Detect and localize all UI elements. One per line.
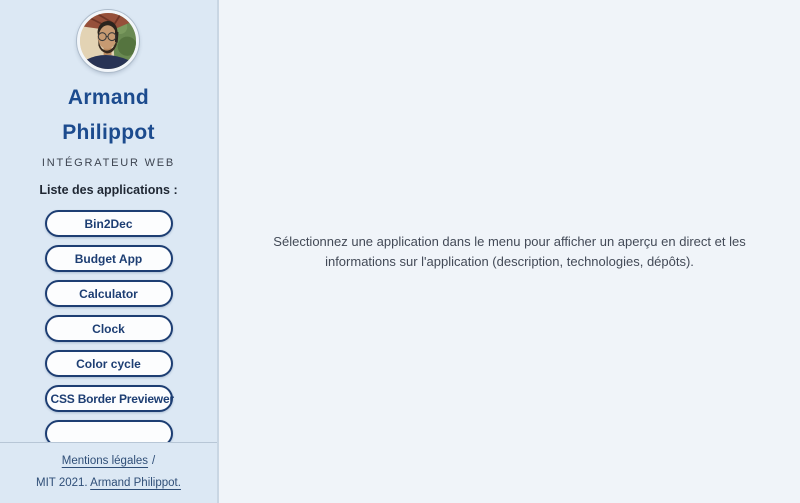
sidebar-footer xyxy=(0,442,217,503)
apps-list xyxy=(45,210,173,442)
apps-list-label: Liste des applications : xyxy=(39,183,178,197)
branding xyxy=(42,0,175,169)
list-item xyxy=(45,245,173,272)
license-line xyxy=(0,472,217,494)
apps-nav xyxy=(0,183,217,442)
author-link[interactable]: Armand Philippot. xyxy=(90,477,181,489)
site-title xyxy=(42,80,175,150)
main-area xyxy=(219,0,800,503)
job-title: INTÉGRATEUR WEB xyxy=(41,157,176,169)
list-item xyxy=(45,280,173,307)
sidebar xyxy=(0,0,219,503)
list-item xyxy=(45,420,173,442)
avatar-portrait-icon xyxy=(80,13,136,69)
legal-line xyxy=(0,450,217,472)
last-name: Philippot xyxy=(62,121,155,144)
app-button-color-cycle[interactable]: Color cycle xyxy=(45,350,173,377)
list-item xyxy=(45,210,173,237)
app-button-partial[interactable] xyxy=(45,420,173,442)
app-button-css-border-previewer[interactable]: CSS Border Previewer xyxy=(45,385,173,412)
avatar xyxy=(77,10,139,72)
empty-state-message: Sélectionnez une application dans le menu pour afficher un aperçu en direct et les informations sur l'application (description, technologies, dépôts). xyxy=(273,234,746,269)
list-item xyxy=(45,385,173,412)
first-name: Armand xyxy=(67,86,150,109)
list-item xyxy=(45,315,173,342)
list-item xyxy=(45,350,173,377)
app-button-calculator[interactable]: Calculator xyxy=(45,280,173,307)
license-text: MIT 2021. xyxy=(36,477,88,489)
legal-notice-link[interactable]: Mentions légales xyxy=(61,455,149,467)
footer-separator: / xyxy=(152,455,156,467)
app-button-bin2dec[interactable]: Bin2Dec xyxy=(45,210,173,237)
app-button-budget-app[interactable]: Budget App xyxy=(45,245,173,272)
app-button-clock[interactable]: Clock xyxy=(45,315,173,342)
